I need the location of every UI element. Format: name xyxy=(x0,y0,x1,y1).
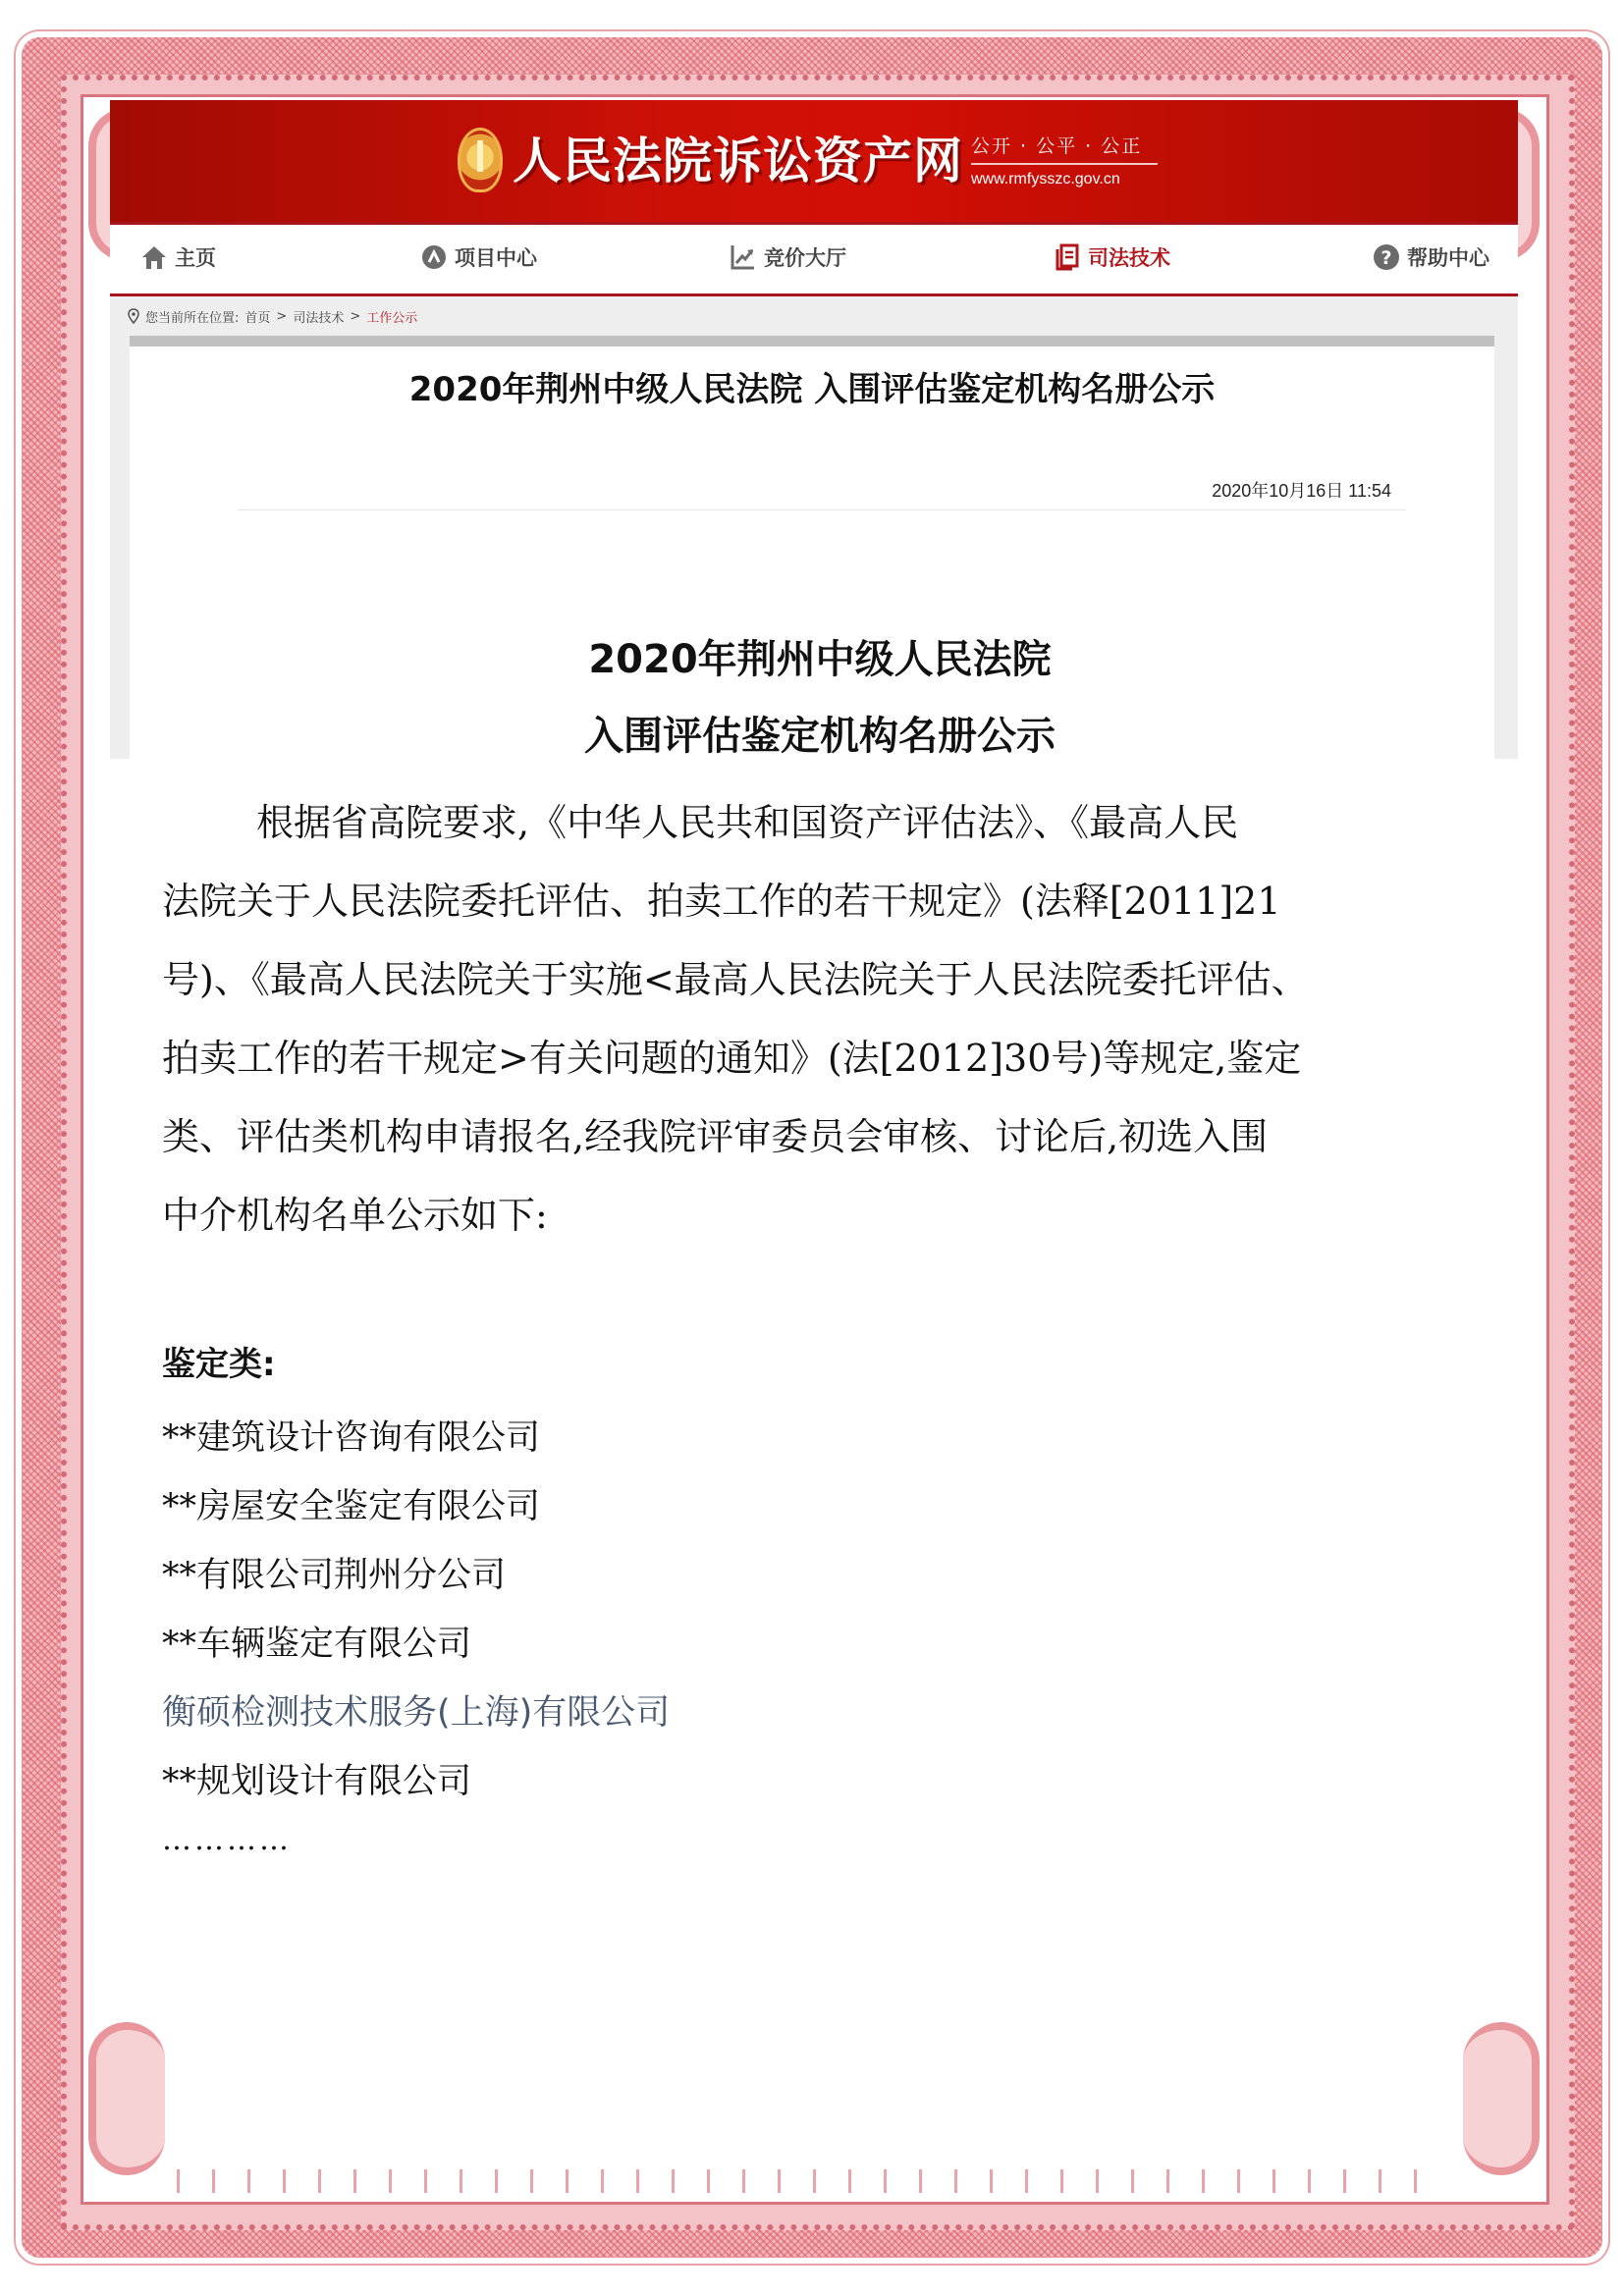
breadcrumb-judicial-tech[interactable]: 司法技术 xyxy=(293,310,345,326)
nav-item-label: 司法技术 xyxy=(1088,246,1170,270)
list-ellipsis: ………… xyxy=(162,1823,292,1857)
nav-item-label: 竞价大厅 xyxy=(764,246,846,270)
company-item: **规划设计有限公司 xyxy=(162,1762,472,1801)
ornament-scallop xyxy=(177,2169,1443,2193)
company-item-highlighted: 衡硕检测技术服务(上海)有限公司 xyxy=(162,1693,671,1733)
nav-item-label: 主页 xyxy=(175,246,216,270)
breadcrumb-current[interactable]: 工作公示 xyxy=(366,310,418,326)
paragraph-line: 类、评估类机构申请报名,经我院评审委员会审核、讨论后,初选入围 xyxy=(162,1115,1269,1158)
article-title: 2020年荆州中级人民法院 入围评估鉴定机构名册公示 xyxy=(408,370,1216,409)
document-title-line2: 入围评估鉴定机构名册公示 xyxy=(584,714,1056,759)
article-divider xyxy=(238,509,1406,510)
home-icon xyxy=(139,242,169,272)
paragraph-line: 中介机构名单公示如下: xyxy=(162,1194,548,1237)
site-slogan: 公开 · 公平 · 公正 xyxy=(971,135,1143,157)
ornament-corner-icon xyxy=(1463,2022,1540,2175)
company-list xyxy=(162,1340,670,1860)
article-panel xyxy=(130,336,1494,759)
paragraph-line: 号)、《最高人民法院关于实施<最高人民法院关于人民法院委托评估、 xyxy=(162,958,1309,1001)
article-date: 2020年10月16日 11:54 xyxy=(1212,481,1391,501)
breadcrumb-prefix: 您当前所在位置: xyxy=(145,310,240,326)
paragraph-line: 根据省高院要求,《中华人民共和国资产评估法》、《最高人民 xyxy=(256,801,1239,844)
company-item: **建筑设计咨询有限公司 xyxy=(162,1418,541,1458)
paragraph-line: 拍卖工作的若干规定>有关问题的通知》(法[2012]30号)等规定,鉴定 xyxy=(162,1037,1302,1080)
nav-item-home[interactable] xyxy=(139,242,216,272)
project-icon xyxy=(419,242,449,272)
breadcrumb-separator: > xyxy=(350,308,361,324)
breadcrumb xyxy=(110,296,1518,336)
document-icon xyxy=(1053,242,1082,272)
svg-text:?: ? xyxy=(1380,247,1392,269)
breadcrumb-separator: > xyxy=(276,308,288,324)
location-pin-icon xyxy=(128,308,139,324)
site-name[interactable]: 人民法院诉讼资产网 xyxy=(513,133,963,189)
company-item: **房屋安全鉴定有限公司 xyxy=(162,1487,541,1526)
document-paragraph xyxy=(162,783,1478,1255)
nav-item-label: 项目中心 xyxy=(455,246,537,270)
nav-item-bidding-hall[interactable] xyxy=(729,242,846,272)
help-icon xyxy=(1372,242,1401,272)
trend-chart-icon xyxy=(729,242,758,272)
nav-item-projects[interactable] xyxy=(419,242,537,272)
court-emblem-icon xyxy=(458,128,503,192)
nav-item-judicial-tech[interactable] xyxy=(1053,242,1170,272)
site-url: www.rmfysszc.gov.cn xyxy=(971,171,1120,187)
category-label: 鉴定类: xyxy=(162,1345,276,1384)
company-item: **有限公司荆州分公司 xyxy=(162,1556,507,1595)
paragraph-line: 法院关于人民法院委托评估、拍卖工作的若干规定》(法释[2011]21 xyxy=(162,880,1281,923)
company-item: **车辆鉴定有限公司 xyxy=(162,1625,472,1664)
main-nav xyxy=(110,222,1518,296)
site-banner xyxy=(110,100,1518,222)
nav-item-help[interactable] xyxy=(1372,242,1489,272)
article-container xyxy=(110,336,1518,759)
slogan-divider xyxy=(971,163,1158,165)
document-title-line1: 2020年荆州中级人民法院 xyxy=(588,637,1052,682)
breadcrumb-home[interactable]: 首页 xyxy=(244,310,271,326)
nav-item-label: 帮助中心 xyxy=(1407,246,1489,270)
ornament-corner-icon xyxy=(88,2022,165,2175)
